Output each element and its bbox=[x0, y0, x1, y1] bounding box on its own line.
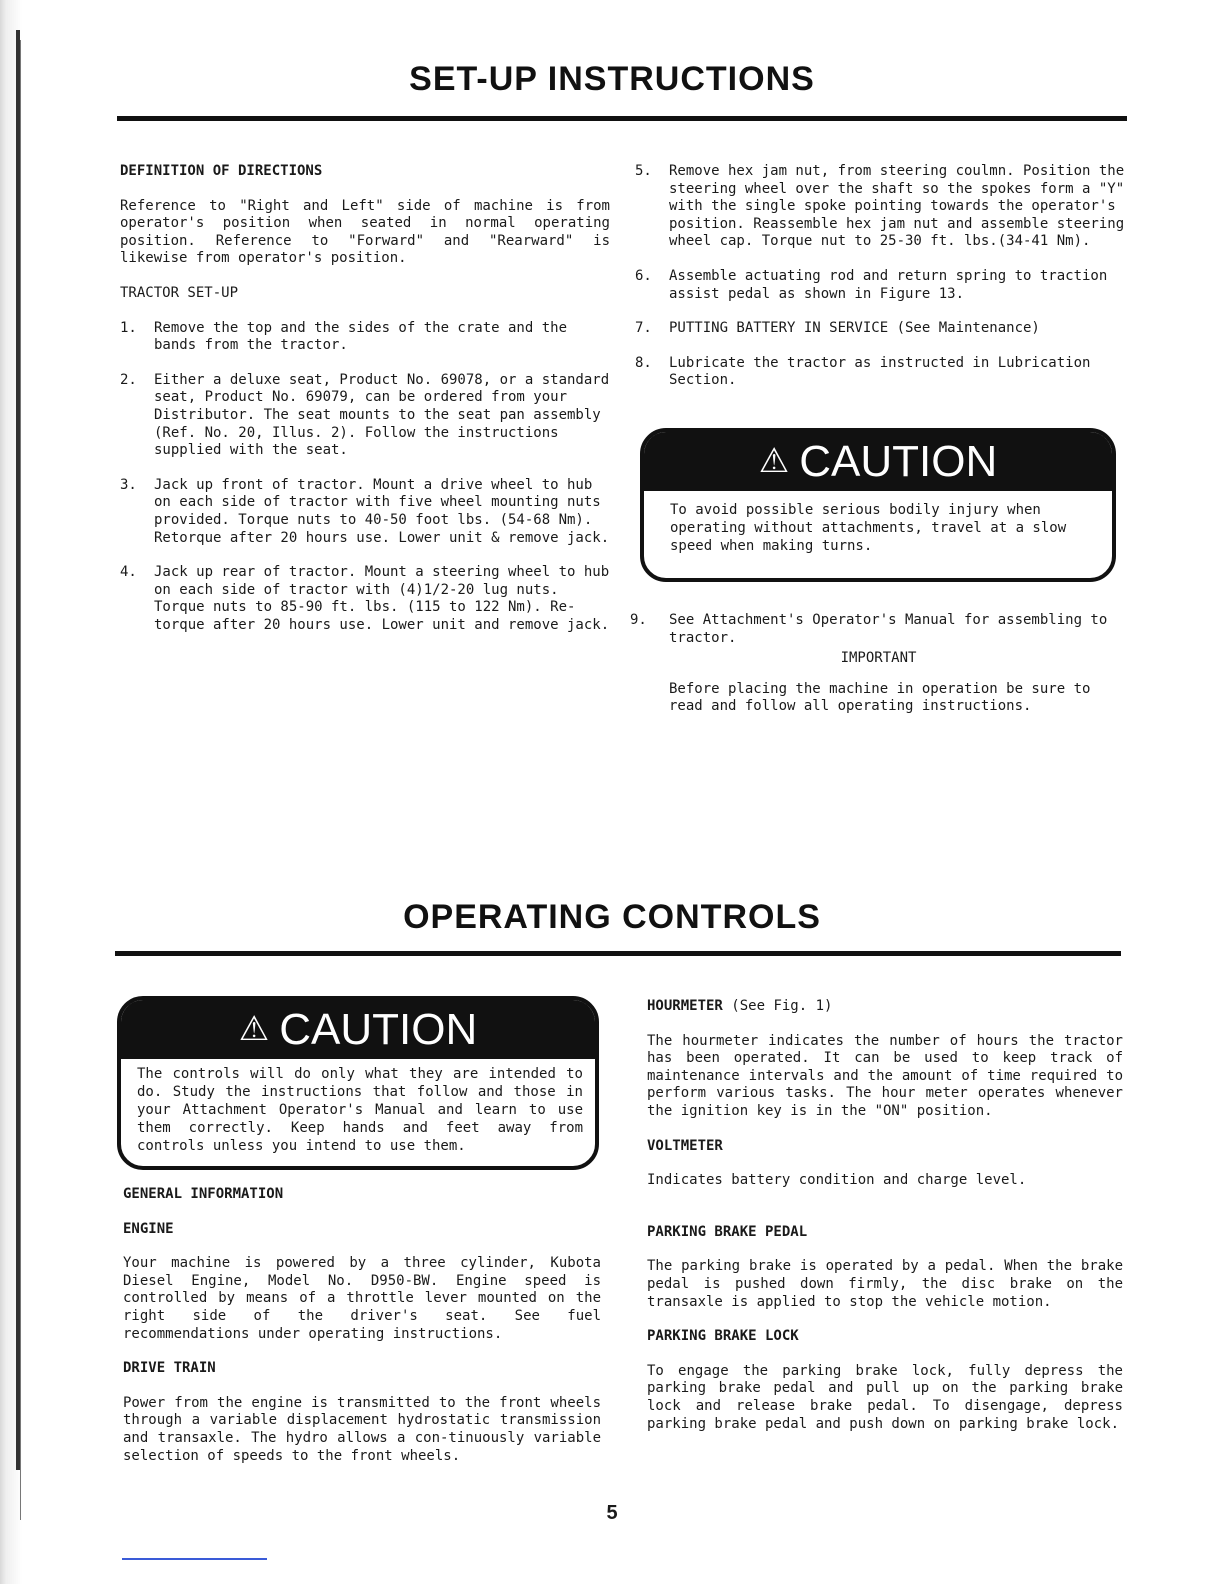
engine-heading: ENGINE bbox=[123, 1220, 174, 1237]
item-number: 7. bbox=[635, 320, 652, 337]
caution-banner bbox=[121, 1000, 595, 1059]
setup-item-9 bbox=[630, 612, 1127, 647]
parking-brake-lock-heading: PARKING BRAKE LOCK bbox=[647, 1328, 799, 1345]
caution-label: CAUTION bbox=[279, 1005, 478, 1054]
hourmeter-text: The hourmeter indicates the number of hours the tractor has been operated. It can be used to keep track of maintenance intervals and the amount of time required to perform various tasks. The hour meter operates whenever the ignition key is in the "ON" position. bbox=[647, 1032, 1123, 1119]
hourmeter-heading bbox=[647, 998, 1123, 1016]
important-label: IMPORTANT bbox=[840, 650, 917, 667]
setup-item-2 bbox=[120, 372, 610, 460]
engine-text: Your machine is powered by a three cylinder, Kubota Diesel Engine, Model No. D950-BW. Engine speed is controlled by means of a throttle lever mounted on the right side of the driver's seat. See fuel recommendations under operating instructions. bbox=[123, 1255, 601, 1342]
setup-left-column bbox=[120, 163, 610, 651]
item-text: Remove the top and the sides of the crate and the bands from the tractor. bbox=[154, 319, 568, 354]
definition-text: Reference to "Right and Left" side of machine is from operator's position when seated in normal operating position. Reference to "Forward" and "Rearward" is likewise from operator's position. bbox=[120, 197, 610, 267]
setup-right-column bbox=[635, 163, 1127, 407]
definition-heading: DEFINITION OF DIRECTIONS bbox=[120, 163, 323, 179]
drive-train-text: Power from the engine is transmitted to the front wheels through a variable displacement hydrostatic transmission and transaxle. The hydro allows a con-tinuously variable selection of speeds to the front wheels. bbox=[123, 1394, 601, 1464]
setup-title: SET-UP INSTRUCTIONS bbox=[409, 60, 815, 98]
parking-brake-pedal-text: The parking brake is operated by a pedal. When the brake pedal is pushed down firmly, the disc brake on the transaxle is applied to stop the vehicle motion. bbox=[647, 1258, 1123, 1310]
operating-right-column bbox=[647, 998, 1123, 1450]
drive-train-heading: DRIVE TRAIN bbox=[123, 1360, 216, 1377]
setup-item-7 bbox=[635, 320, 1127, 338]
setup-item-6 bbox=[635, 268, 1127, 303]
item-text: PUTTING BATTERY IN SERVICE (See Maintenance) bbox=[669, 320, 1040, 337]
parking-brake-lock-text: To engage the parking brake lock, fully depress the parking brake pedal and pull up on the parking brake lock and release brake pedal. To disengage, depress parking brake pedal and push down on parking brake lock. bbox=[647, 1362, 1123, 1432]
setup-caution-box bbox=[640, 428, 1116, 582]
caution-label: CAUTION bbox=[799, 437, 998, 486]
caution-text: The controls will do only what they are intended to do. Study the instructions that follow and those in your Attachment Operator's Manual and learn to use them correctly. Keep hands and feet away from controls unless you intend to use them. bbox=[137, 1066, 583, 1154]
tractor-setup-heading: TRACTOR SET-UP bbox=[120, 284, 239, 301]
item-number: 5. bbox=[635, 163, 652, 179]
caution-text: To avoid possible serious bodily injury when operating without attachments, travel at a slow speed when making turns. bbox=[670, 502, 1067, 554]
item-number: 1. bbox=[120, 319, 137, 336]
general-info-heading: GENERAL INFORMATION bbox=[123, 1186, 284, 1202]
item-text: Assemble actuating rod and return spring to traction assist pedal as shown in Figure 13. bbox=[669, 267, 1108, 302]
item-number: 8. bbox=[635, 354, 652, 371]
page-number: 5 bbox=[606, 1502, 618, 1524]
caution-banner bbox=[644, 432, 1112, 491]
setup-rule bbox=[117, 116, 1127, 121]
operating-rule bbox=[115, 951, 1121, 956]
setup-item-5 bbox=[635, 163, 1127, 251]
setup-item-1 bbox=[120, 320, 610, 355]
item-number: 6. bbox=[635, 267, 652, 284]
footer-line bbox=[122, 1558, 267, 1560]
scan-edge bbox=[0, 0, 22, 1584]
setup-right-lower bbox=[630, 612, 1127, 733]
item-text: Lubricate the tractor as instructed in Lubrication Section. bbox=[669, 354, 1091, 389]
item-text: Jack up front of tractor. Mount a drive wheel to hub on each side of tractor with five wheel mounting nuts provided. Torque nuts to 40-50 foot lbs. (54-68 Nm). Retorque after 20 hours use. Lower unit & remove jack. bbox=[154, 476, 610, 546]
important-text: Before placing the machine in operation be sure to read and follow all operating instructions. bbox=[669, 680, 1091, 715]
parking-brake-pedal-heading: PARKING BRAKE PEDAL bbox=[647, 1223, 808, 1240]
setup-item-3 bbox=[120, 477, 610, 547]
hourmeter-heading-label: HOURMETER bbox=[647, 998, 723, 1014]
item-number: 3. bbox=[120, 476, 137, 493]
item-number: 2. bbox=[120, 371, 137, 388]
item-text: Remove hex jam nut, from steering coulmn. Position the steering wheel over the shaft so the spokes form a "Y" with the single spoke pointing towards the operator's position. Reassemble hex jam nut and assemble steering wheel cap. Torque nut to 25-30 ft. lbs.(34-41 Nm). bbox=[669, 163, 1125, 250]
warning-icon: ⚠ bbox=[238, 1010, 270, 1048]
item-number: 9. bbox=[630, 612, 647, 628]
item-number: 4. bbox=[120, 564, 137, 581]
item-text: Either a deluxe seat, Product No. 69078, or a standard seat, Product No. 69079, can be ordered from your Distributor. The seat mounts to the seat pan assembly (Ref. No. 20, Illus. 2). Follow the instructions supplied with the seat. bbox=[154, 371, 610, 459]
warning-icon: ⚠ bbox=[758, 442, 790, 480]
voltmeter-text: Indicates battery condition and charge level. bbox=[647, 1172, 1027, 1189]
hourmeter-ref: (See Fig. 1) bbox=[731, 998, 833, 1014]
setup-item-4 bbox=[120, 564, 610, 634]
voltmeter-heading: VOLTMETER bbox=[647, 1137, 723, 1154]
setup-item-8 bbox=[635, 355, 1127, 390]
operating-caution-box bbox=[117, 996, 599, 1170]
item-text: Jack up rear of tractor. Mount a steering wheel to hub on each side of tractor with (4)1/2-20 lug nuts. Torque nuts to 85-90 ft. lbs. (115 to 122 Nm). Re-torque after 20 hours use. Lower unit and remove jack. bbox=[154, 564, 610, 633]
item-text: See Attachment's Operator's Manual for assembling to tractor. bbox=[669, 612, 1108, 646]
operating-left-column bbox=[123, 1186, 601, 1482]
operating-title: OPERATING CONTROLS bbox=[403, 898, 821, 936]
